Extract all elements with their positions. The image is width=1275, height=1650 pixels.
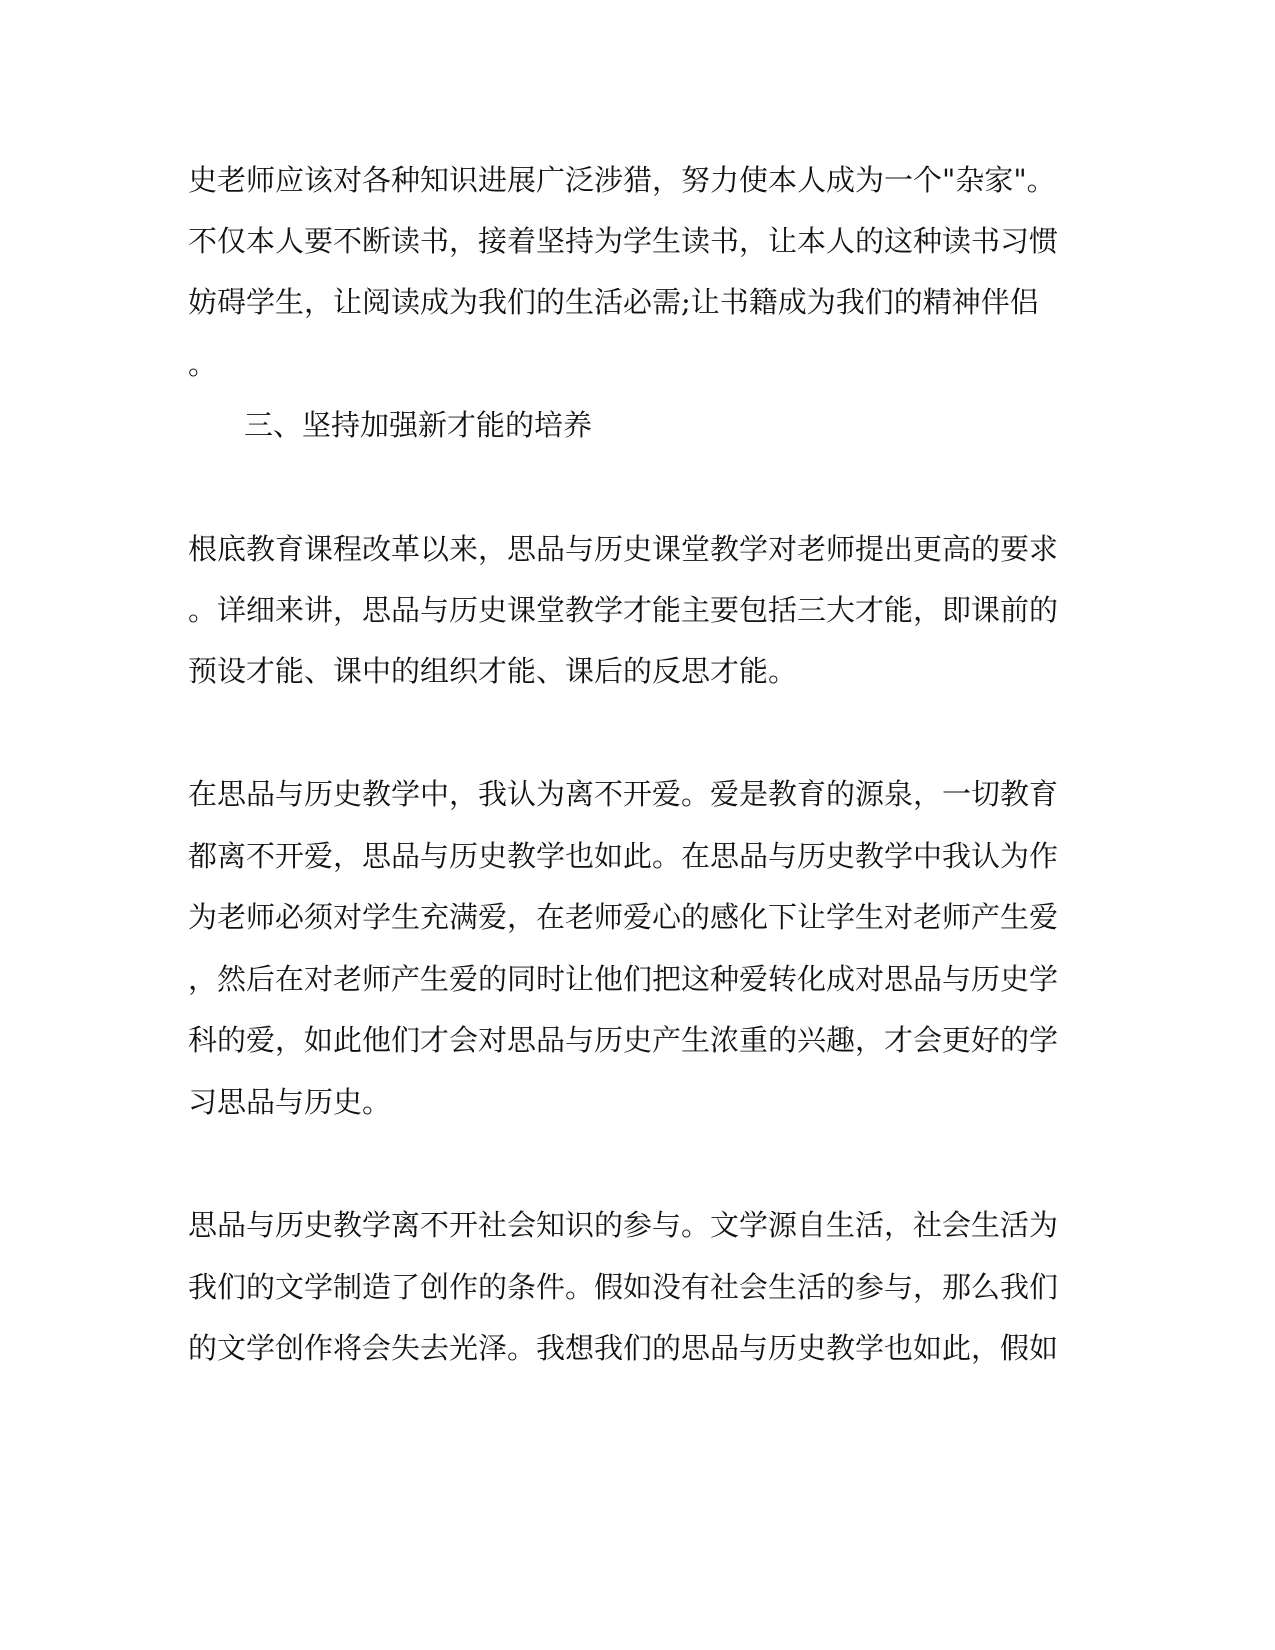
text-line: 的文学创作将会失去光泽。我想我们的思品与历史教学也如此，假如 bbox=[188, 1331, 1059, 1365]
text-line: 科的爱，如此他们才会对思品与历史产生浓重的兴趣，才会更好的学 bbox=[188, 1023, 1059, 1057]
text-line: 习思品与历史。 bbox=[188, 1085, 392, 1119]
text-line: 不仅本人要不断读书，接着坚持为学生读书，让本人的这种读书习惯 bbox=[188, 224, 1059, 258]
text-line: ，然后在对老师产生爱的同时让他们把这种爱转化成对思品与历史学 bbox=[188, 962, 1059, 996]
text-line: 史老师应该对各种知识进展广泛涉猎，努力使本人成为一个"杂家"。 bbox=[188, 163, 1056, 197]
text-line: 。 bbox=[188, 347, 218, 381]
section-heading: 三、坚持加强新才能的培养 bbox=[244, 408, 593, 442]
text-line: 妨碍学生，让阅读成为我们的生活必需;让书籍成为我们的精神伴侣 bbox=[188, 285, 1039, 319]
text-line: 都离不开爱，思品与历史教学也如此。在思品与历史教学中我认为作 bbox=[188, 839, 1059, 873]
text-line: 预设才能、课中的组织才能、课后的反思才能。 bbox=[188, 654, 798, 688]
text-line: 。详细来讲，思品与历史课堂教学才能主要包括三大才能，即课前的 bbox=[188, 593, 1059, 627]
text-line: 我们的文学制造了创作的条件。假如没有社会生活的参与，那么我们 bbox=[188, 1270, 1059, 1304]
text-line: 根底教育课程改革以来，思品与历史课堂教学对老师提出更高的要求 bbox=[188, 532, 1059, 566]
text-line: 在思品与历史教学中，我认为离不开爱。爱是教育的源泉，一切教育 bbox=[188, 777, 1059, 811]
text-line: 为老师必须对学生充满爱，在老师爱心的感化下让学生对老师产生爱 bbox=[188, 900, 1059, 934]
text-line: 思品与历史教学离不开社会知识的参与。文学源自生活，社会生活为 bbox=[188, 1208, 1059, 1242]
